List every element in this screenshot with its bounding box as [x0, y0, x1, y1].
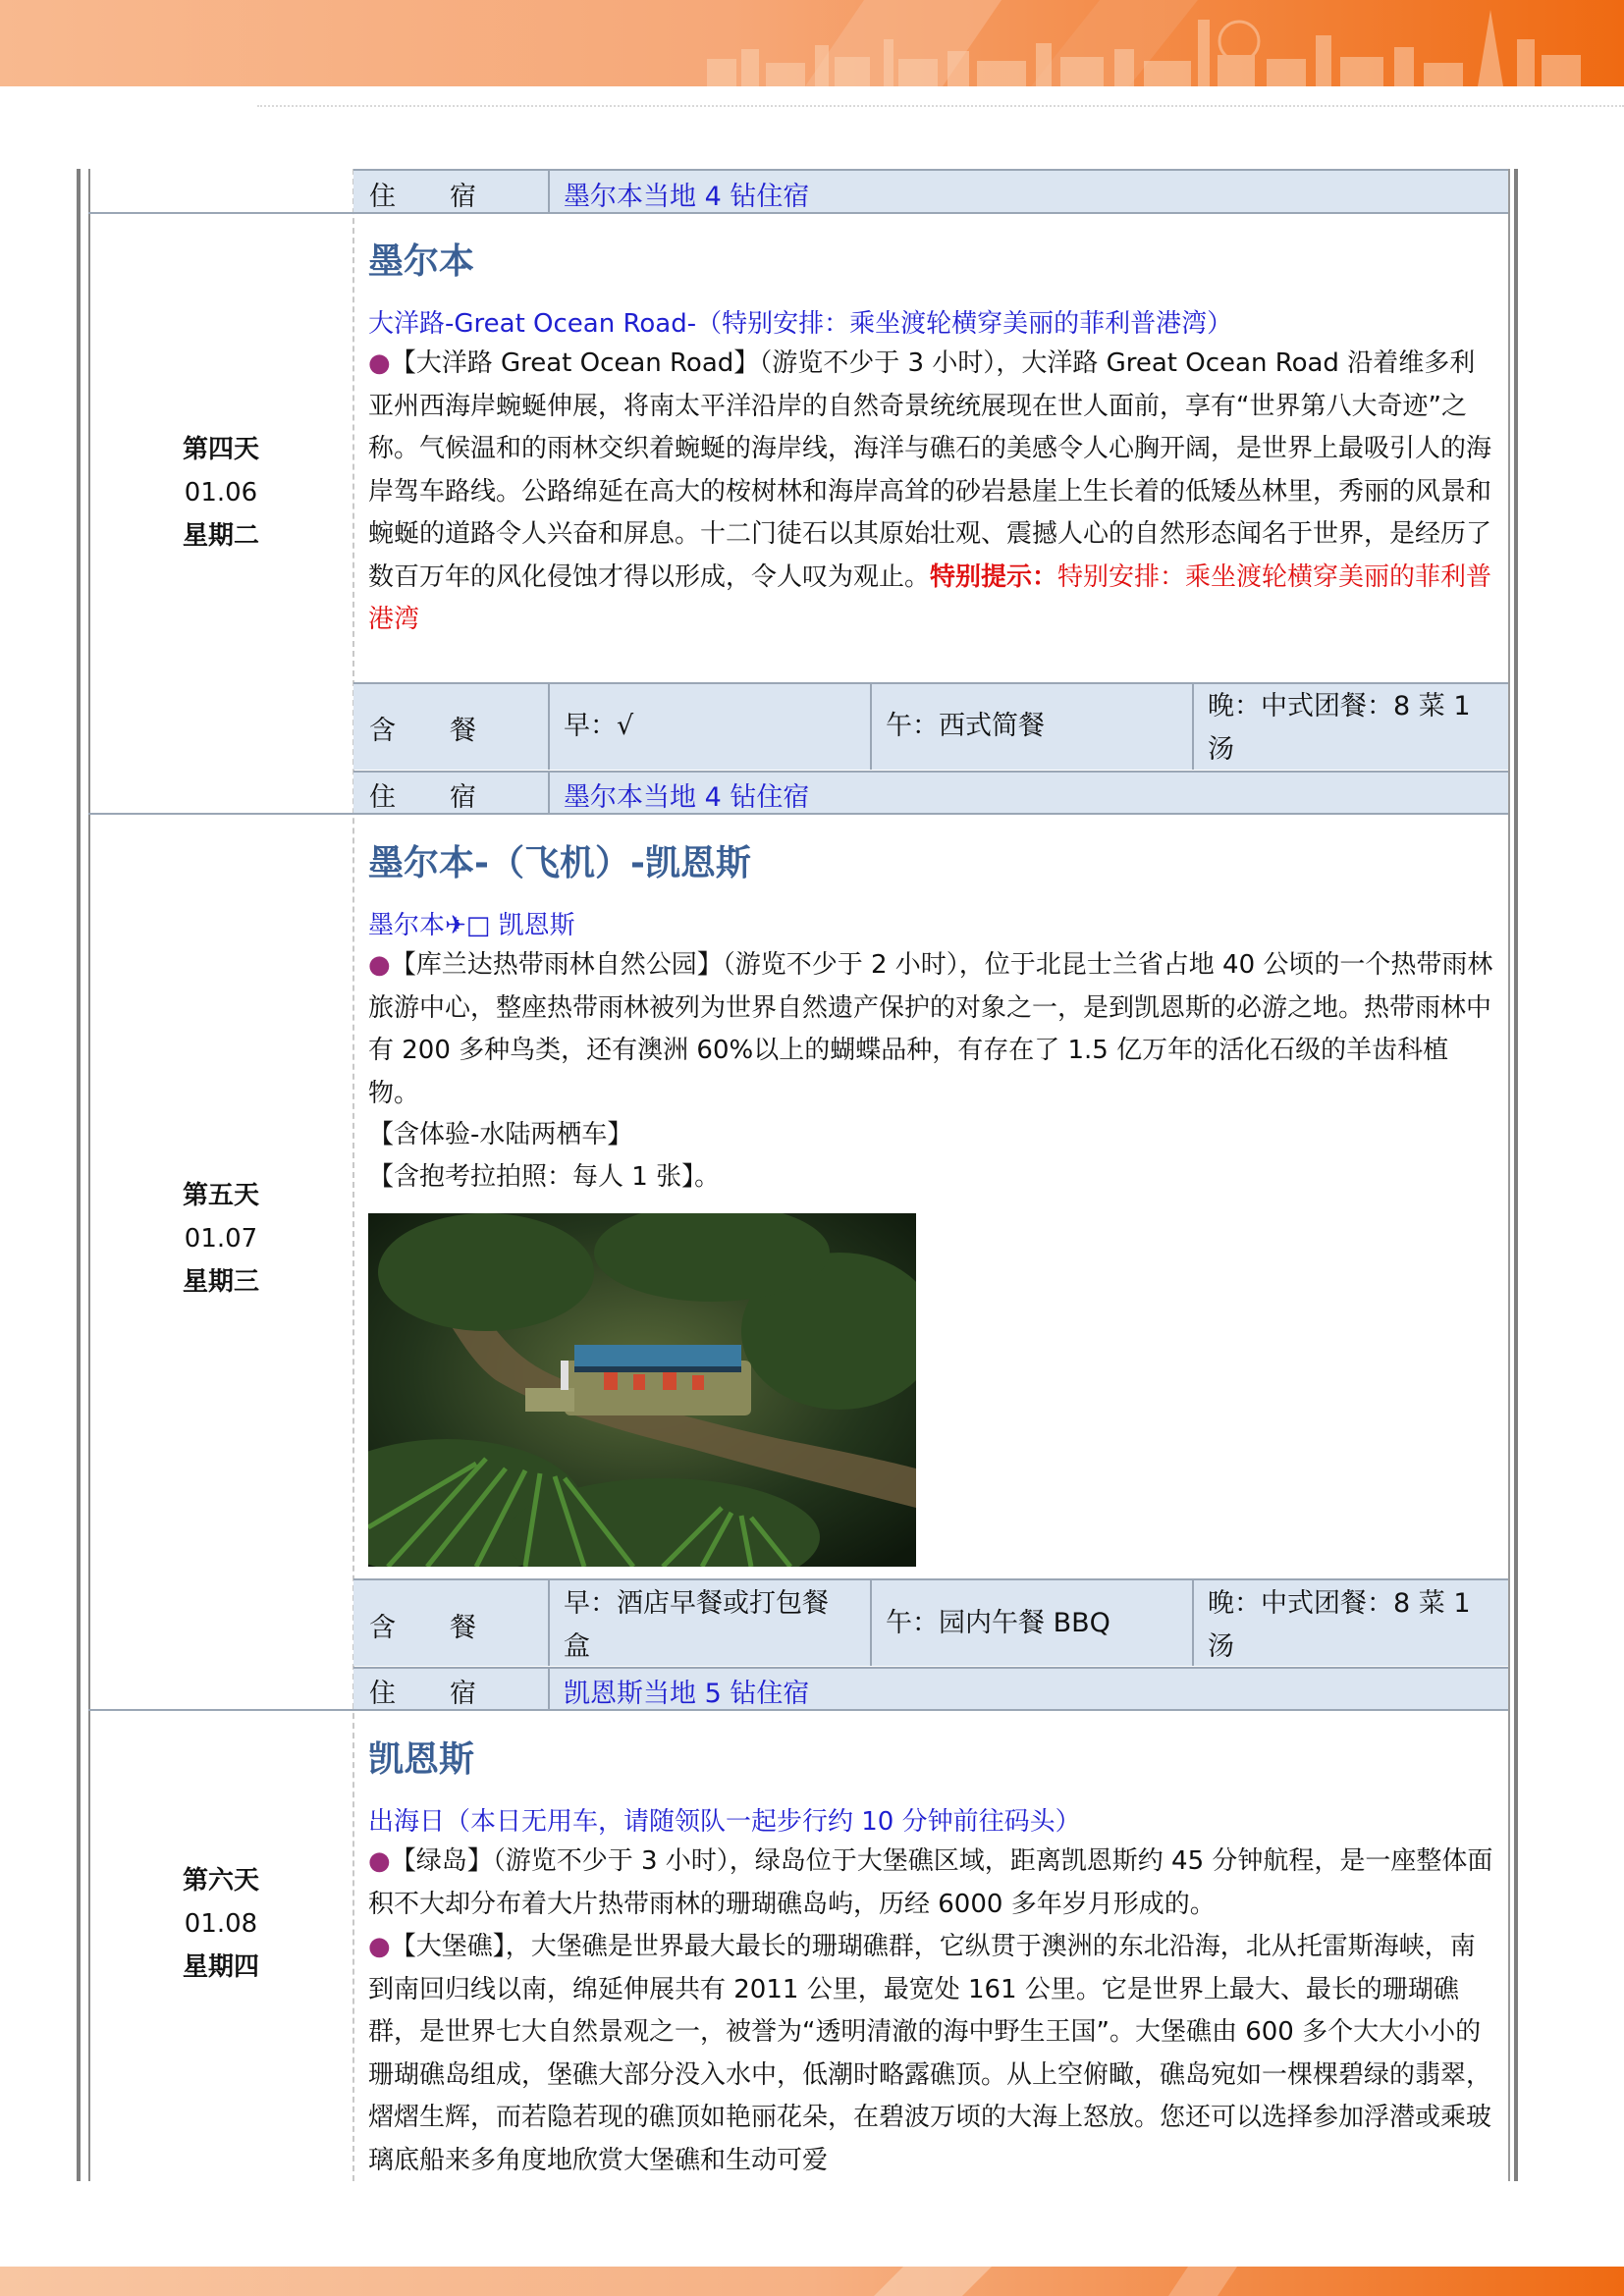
day-divider: [88, 813, 1508, 815]
day-date: 01.07: [184, 1224, 258, 1254]
day-6-description-1: [368, 1841, 1497, 1926]
day-date: 01.06: [184, 478, 258, 507]
rainforest-photo-icon: [368, 1213, 916, 1567]
day-5-route: 墨尔本✈□ 凯恩斯: [368, 911, 575, 940]
breakfast: [564, 1582, 829, 1669]
cell-divider: [548, 1579, 550, 1666]
breakfast-line: 早：酒店早餐或打包餐: [564, 1588, 829, 1619]
day-number: 第五天: [182, 1181, 259, 1210]
day-6-description-2: [368, 1926, 1497, 2179]
footer-stripe-icon: [0, 2267, 1624, 2296]
cell-divider: [870, 683, 872, 770]
bullet-dot-icon: ●: [368, 1932, 391, 1961]
row-divider: [353, 682, 1508, 684]
dinner: [1208, 1582, 1471, 1669]
cell-divider: [548, 772, 550, 813]
dinner: [1208, 685, 1471, 772]
day-5-extra: 【含抱考拉拍照：每人 1 张】。: [368, 1162, 721, 1192]
lodging-label: 住 宿: [369, 782, 490, 813]
cell-divider: [1192, 683, 1194, 770]
cell-divider: [548, 683, 550, 770]
header-banner: [0, 0, 1624, 86]
lodging-row: [353, 171, 1508, 212]
tip-text: 特别安排：乘坐渡轮横穿美丽的菲利普港湾: [368, 561, 1492, 634]
description-text: 【大洋路 Great Ocean Road】（游览不少于 3 小时），大洋路 Great Ocean Road 沿着维多利亚州西海岸蜿蜒伸展，将南太平洋沿岸的自然奇景统统展现在世人面前，享有“世界第八大奇迹”之称。气候温和的雨林交织着蜿蜒的海岸线，海洋与礁石的美感令人心胸开阔，是世界上最吸引人的海岸驾车路线。公路绵延在高大的桉树林和海岸高耸的砂岩悬崖上生长着的低矮丛林里，秀丽的风景和蜿蜒的道路令人兴奋和屏息。十二门徒石以其原始壮观、震撼人心的自然形态闻名于世界，是经历了数百万年的风化侵蚀才得以形成，令人叹为观止。: [368, 348, 1492, 592]
lodging-label: 住 宿: [369, 1679, 490, 1709]
day-4-label: [90, 428, 352, 558]
cell-divider: [870, 1579, 872, 1666]
dinner-line: 晚：中式团餐：8 菜 1: [1208, 1588, 1471, 1619]
row-divider: [353, 169, 1508, 171]
table-right-border: [1508, 169, 1510, 2181]
tip-label: 特别提示：: [930, 561, 1058, 592]
meals-label: 含 餐: [369, 1613, 490, 1643]
breakfast-line: 盒: [564, 1631, 590, 1662]
lunch: 午：园内午餐 BBQ: [886, 1608, 1110, 1638]
day-divider: [88, 1709, 1508, 1711]
day-6-label: [90, 1859, 352, 1989]
day-4-route: 大洋路-Great Ocean Road-（特别安排：乘坐渡轮横穿美丽的菲利普港湾）: [368, 309, 1233, 339]
lodging-row: [353, 772, 1508, 813]
description-text: 【绿岛】（游览不少于 3 小时），绿岛位于大堡礁区域，距离凯恩斯约 45 分钟航程，是一座整体面积不大却分布着大片热带雨林的珊瑚礁岛屿，历经 6000 多年岁月形成的。: [368, 1846, 1493, 1919]
description-text: 【库兰达热带雨林自然公园】（游览不少于 2 小时），位于北昆士兰省占地 40 公顷的一个热带雨林旅游中心，整座热带雨林被列为世界自然遗产保护的对象之一，是到凯恩斯的必游之地。热带雨林中有 200 多种鸟类，还有澳洲 60%以上的蝴蝶品种，有存在了 1.5 亿万年的活化石级的羊齿科植物。: [368, 950, 1493, 1108]
dinner-line: 汤: [1208, 734, 1234, 765]
day-6-route: 出海日（本日无用车，请随领队一起步行约 10 分钟前往码头）: [368, 1807, 1081, 1837]
day-date: 01.08: [184, 1909, 258, 1939]
cell-divider: [548, 1668, 550, 1709]
bullet-dot-icon: ●: [368, 950, 391, 980]
dinner-line: 汤: [1208, 1631, 1234, 1662]
lunch: 午：西式简餐: [886, 711, 1045, 741]
day-4-description: [368, 343, 1497, 642]
lodging-value: 墨尔本当地 4 钻住宿: [564, 182, 810, 212]
cell-divider: [1192, 1579, 1194, 1666]
day-column-separator: [352, 169, 354, 2181]
day-5-description: [368, 944, 1497, 1115]
day-5-title: 墨尔本-（飞机）-凯恩斯: [368, 843, 751, 883]
bullet-dot-icon: ●: [368, 1846, 391, 1876]
day-divider: [88, 212, 1508, 214]
day-weekday: 星期四: [182, 1952, 259, 1982]
row-divider: [353, 1667, 1508, 1669]
dinner-line: 晚：中式团餐：8 菜 1: [1208, 691, 1471, 721]
row-divider: [353, 1578, 1508, 1580]
amphibious-vehicle-photo: [368, 1213, 916, 1567]
day-weekday: 星期三: [182, 1267, 259, 1297]
row-divider: [353, 771, 1508, 773]
day-weekday: 星期二: [182, 521, 259, 551]
lodging-value: 墨尔本当地 4 钻住宿: [564, 782, 810, 813]
meals-label: 含 餐: [369, 716, 490, 746]
lodging-row: [353, 1668, 1508, 1709]
day-number: 第四天: [182, 435, 259, 464]
day-5-label: [90, 1174, 352, 1304]
day-5-extra: 【含体验-水陆两栖车】: [368, 1120, 633, 1149]
lodging-label: 住 宿: [369, 182, 490, 212]
bullet-dot-icon: ●: [368, 348, 391, 378]
description-text: 【大堡礁】，大堡礁是世界最大最长的珊瑚礁群，它纵贯于澳洲的东北沿海，北从托雷斯海峡，南到南回归线以南，绵延伸展共有 2011 公里，最宽处 161 公里。它是世界上最大、最长的珊瑚礁群，是世界七大自然景观之一，被誉为“透明清澈的海中野生王国”。大堡礁由 600 多个大大小小的珊瑚礁岛组成，堡礁大部分没入水中，低潮时略露礁顶。从上空俯瞰，礁岛宛如一棵棵碧绿的翡翠，熠熠生辉，而若隐若现的礁顶如艳丽花朵，在碧波万顷的大海上怒放。您还可以选择参加浮潜或乘玻璃底船来多角度地欣赏大堡礁和生动可爱: [368, 1932, 1492, 2175]
day-number: 第六天: [182, 1866, 259, 1896]
footer-banner: [0, 2267, 1624, 2296]
city-skyline-icon: [0, 0, 1624, 86]
header-divider: [257, 105, 1624, 107]
day-4-title: 墨尔本: [368, 241, 475, 282]
day-6-title: 凯恩斯: [368, 1739, 475, 1780]
breakfast: 早：√: [564, 711, 634, 741]
cell-divider: [548, 171, 550, 212]
lodging-value: 凯恩斯当地 5 钻住宿: [564, 1679, 810, 1709]
